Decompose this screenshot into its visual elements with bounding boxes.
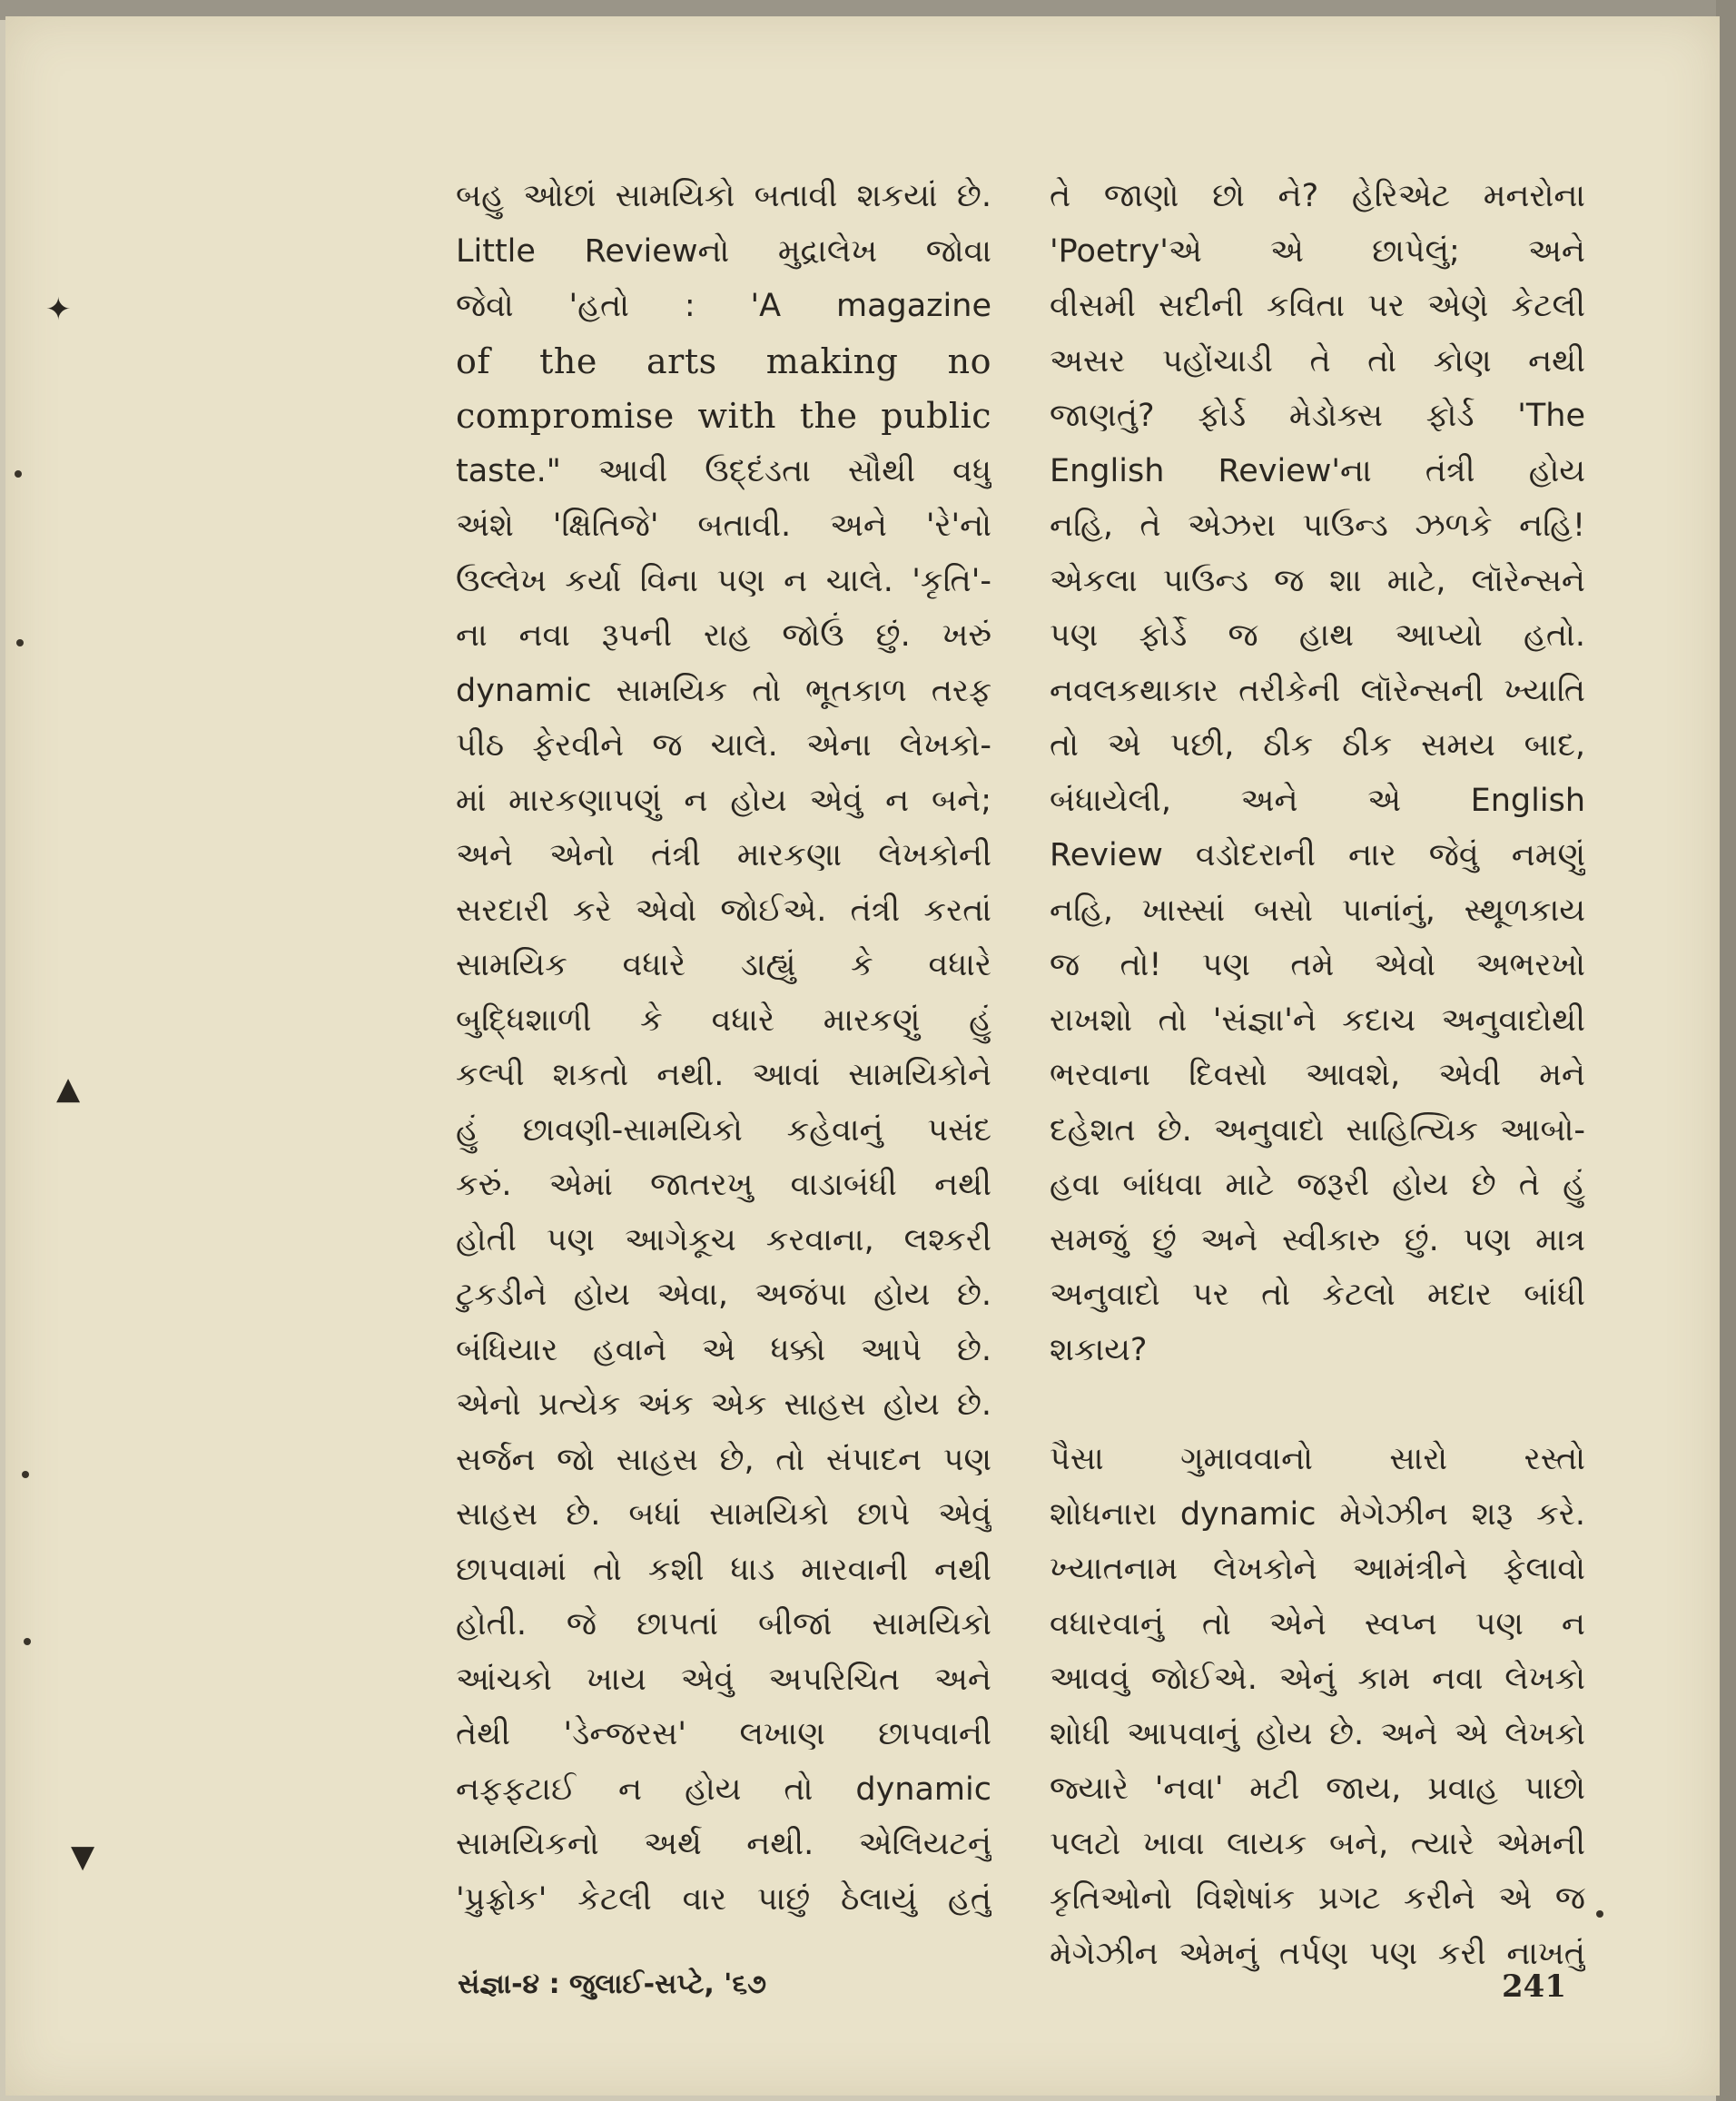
- text-line: ટુકડીને હોય એવા, અજંપા હોય છે.: [456, 1277, 991, 1313]
- text-line: taste." આવી ઉદ્દંડતા સૌથી વધુ: [456, 452, 991, 489]
- text-line: જ્યારે 'નવા' મટી જાય, પ્રવાહ પાછો: [1050, 1771, 1585, 1807]
- text-line: છાપવામાં તો કશી ધાડ મારવાની નથી: [456, 1551, 991, 1588]
- paragraph-gap: [1050, 1377, 1585, 1432]
- text-line: નહિ, તે એઝરા પાઉન્ડ ઝળકે નહિ!: [1050, 508, 1585, 544]
- text-line: તે જાણો છો ને? હેરિએટ મનરોના: [1050, 178, 1585, 214]
- text-line: 'Poetry'એ એ છાપેલું; અને: [1050, 232, 1585, 270]
- text-line: ભરવાના દિવસો આવશે, એવી મને: [1050, 1057, 1585, 1093]
- text-line: of the arts making no: [456, 340, 991, 381]
- text-line: નહિ, ખાસ્સાં બસો પાનાંનું, સ્થૂળકાય: [1050, 892, 1585, 929]
- margin-dot-2: [16, 639, 24, 646]
- text-line: વીસમી સદીની કવિતા પર એણે કેટલી: [1050, 288, 1585, 324]
- text-line: પણ ફોર્ડે જ હાથ આપ્યો હતો.: [1050, 617, 1585, 654]
- text-line: dynamic સામયિક તો ભૂતકાળ તરફ: [456, 672, 991, 709]
- text-line: પૈસા ગુમાવવાનો સારો રસ્તો: [1050, 1441, 1585, 1477]
- journal-issue-footer: સંજ્ઞા-૪ : જુલાઈ-સપ્ટે, '૬૭: [458, 1968, 767, 2000]
- text-line: પીઠ ફેરવીને જ ચાલે. એના લેખકો-: [456, 727, 991, 764]
- text-line: વધારવાનું તો એને સ્વપ્ન પણ ન: [1050, 1605, 1585, 1642]
- right-column: [1050, 169, 1585, 1981]
- text-line: ઉલ્લેખ કર્યા વિના પણ ન ચાલે. 'કૃતિ'-: [456, 562, 991, 599]
- margin-dot-5: [1596, 1910, 1603, 1918]
- text-line: શોધનારા dynamic મેગેઝીન શરૂ કરે.: [1050, 1495, 1585, 1533]
- text-line: સર્જન જો સાહસ છે, તો સંપાદન પણ: [456, 1441, 991, 1478]
- page-number: 241: [1502, 1968, 1566, 2005]
- text-line: જ તો! પણ તમે એવો અભરખો: [1050, 947, 1585, 983]
- text-line: અનુવાદો પર તો કેટલો મદાર બાંધી: [1050, 1277, 1585, 1313]
- margin-dot-3: [22, 1471, 29, 1478]
- text-line: શકાય?: [1050, 1331, 1148, 1368]
- text-line: મેગેઝીન એમનું તર્પણ પણ કરી નાખતું: [1050, 1935, 1585, 1972]
- text-line: સરદારી કરે એવો જોઈએ. તંત્રી કરતાં: [456, 892, 991, 929]
- text-line: બહુ ઓછાં સામયિકો બતાવી શકયાં છે.: [456, 178, 991, 214]
- document-page: [5, 16, 1720, 2096]
- text-line: અને એનો તંત્રી મારકણા લેખકોની: [456, 837, 991, 873]
- text-line: કૃતિઓનો વિશેષાંક પ્રગટ કરીને એ જ: [1050, 1880, 1585, 1917]
- text-line: નવલકથાકાર તરીકેની લૉરેન્સની ખ્યાતિ: [1050, 672, 1585, 709]
- text-line: compromise with the public: [456, 396, 991, 436]
- margin-mark-2: ▲: [56, 1070, 81, 1107]
- text-line: તેથી 'ડેન્જરસ' લખાણ છાપવાની: [456, 1716, 991, 1752]
- text-line: આવવું જોઈએ. એનું કામ નવા લેખકો: [1050, 1661, 1585, 1697]
- margin-mark-1: ✦: [45, 291, 72, 328]
- text-line: ના નવા રૂપની રાહ જોઉં છું. ખરું: [456, 617, 991, 654]
- text-line: 'પ્રુફ્રોક' કેટલી વાર પાછું ઠેલાયું હતું: [456, 1880, 991, 1918]
- text-line: Review વડોદરાની નાર જેવું નમણું: [1050, 837, 1585, 873]
- text-line: તો એ પછી, ઠીક ઠીક સમય બાદ,: [1050, 727, 1585, 764]
- left-column: [456, 169, 991, 1927]
- text-line: એકલા પાઉન્ડ જ શા માટે, લૉરેન્સને: [1050, 562, 1585, 599]
- text-line: બંધિયાર હવાને એ ધક્કો આપે છે.: [456, 1331, 991, 1368]
- margin-dot-4: [24, 1638, 31, 1645]
- text-line: ખ્યાતનામ લેખકોને આમંત્રીને ફેલાવો: [1050, 1551, 1585, 1587]
- text-line: સાહસ છે. બધાં સામયિકો છાપે એવું: [456, 1496, 991, 1533]
- text-line: એનો પ્રત્યેક અંક એક સાહસ હોય છે.: [456, 1386, 991, 1423]
- text-line: Little Reviewનો મુદ્રાલેખ જોવા: [456, 232, 991, 270]
- text-line: શોધી આપવાનું હોય છે. અને એ લેખકો: [1050, 1715, 1585, 1752]
- text-line: હોતી પણ આગેકૂચ કરવાના, લશ્કરી: [456, 1221, 991, 1258]
- text-line: જાણતું? ફોર્ડ મેડોક્સ ફોર્ડ 'The: [1050, 398, 1585, 434]
- text-line: હવા બાંધવા માટે જરૂરી હોય છે તે હું: [1050, 1167, 1585, 1203]
- text-line: હોતી. જે છાપતાં બીજાં સામયિકો: [456, 1606, 991, 1642]
- text-line: માં મારકણાપણું ન હોય એવું ન બને;: [456, 782, 991, 819]
- text-line: સામયિકનો અર્થ નથી. એલિયટનું: [456, 1826, 991, 1862]
- text-line: English Review'ના તંત્રી હોય: [1050, 452, 1585, 489]
- text-line: બુદ્ધિશાળી કે વધારે મારકણું હું: [456, 1001, 991, 1039]
- text-line: બંધાયેલી, અને એ English: [1050, 782, 1585, 819]
- margin-dot-1: [15, 470, 22, 478]
- text-line: કલ્પી શકતો નથી. આવાં સામયિકોને: [456, 1057, 991, 1093]
- text-line: પલટો ખાવા લાયક બને, ત્યારે એમની: [1050, 1825, 1585, 1862]
- margin-mark-3: ▼: [71, 1839, 95, 1875]
- text-line: હું છાવણી-સામયિકો કહેવાનું પસંદ: [456, 1111, 991, 1149]
- text-line: અસર પહોંચાડી તે તો કોણ નથી: [1050, 342, 1585, 380]
- text-line: સમજું છું અને સ્વીકારુ છું. પણ માત્ર: [1050, 1221, 1585, 1258]
- text-line: આંચકો ખાય એવું અપરિચિત અને: [456, 1661, 991, 1698]
- text-line: કરું. એમાં જાતરખુ વાડાબંધી નથી: [456, 1167, 991, 1203]
- text-line: જેવો 'હતો : 'A magazine: [456, 288, 991, 324]
- text-line: નફફટાઈ ન હોય તો dynamic: [456, 1771, 991, 1808]
- text-line: અંશે 'ક્ષિતિજે' બતાવી. અને 'રે'નો: [456, 508, 991, 544]
- text-line: સામયિક વધારે ડાહ્યું કે વધારે: [456, 947, 991, 983]
- text-line: રાખશો તો 'સંજ્ઞા'ને કદાચ અનુવાદોથી: [1050, 1001, 1585, 1039]
- text-line: દહેશત છે. અનુવાદો સાહિત્યિક આબો-: [1050, 1111, 1585, 1149]
